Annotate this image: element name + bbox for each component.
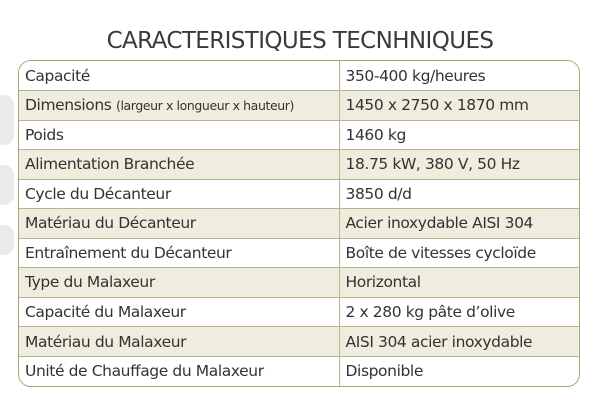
table-row (19, 91, 579, 121)
table-row (19, 238, 579, 268)
spec-value: 1450 x 2750 x 1870 mm (339, 91, 579, 121)
specs-table (18, 60, 580, 387)
spec-label-cell (19, 91, 339, 121)
table-row (19, 209, 579, 239)
spec-value: Horizontal (339, 268, 579, 298)
spec-label: Alimentation Branchée (19, 150, 339, 180)
spec-label: Dimensions (25, 96, 112, 115)
background-decoration (0, 225, 14, 255)
spec-label: Entraînement du Décanteur (19, 238, 339, 268)
table-row (19, 120, 579, 150)
table-row (19, 150, 579, 180)
background-decoration (0, 165, 14, 205)
spec-value: 3850 d/d (339, 179, 579, 209)
table-row (19, 327, 579, 357)
spec-value: Boîte de vitesses cycloïde (339, 238, 579, 268)
spec-label-note: (largeur x longueur x hauteur) (116, 98, 294, 114)
table-row (19, 297, 579, 327)
spec-value: Disponible (339, 356, 579, 386)
background-decoration (0, 95, 14, 145)
table-row (19, 179, 579, 209)
spec-label: Capacité (19, 61, 339, 91)
spec-value: AISI 304 acier inoxydable (339, 327, 579, 357)
spec-value: Acier inoxydable AISI 304 (339, 209, 579, 239)
spec-label: Matériau du Malaxeur (19, 327, 339, 357)
spec-label: Unité de Chauffage du Malaxeur (19, 356, 339, 386)
spec-label: Type du Malaxeur (19, 268, 339, 298)
spec-value: 1460 kg (339, 120, 579, 150)
table-row (19, 61, 579, 91)
spec-label: Matériau du Décanteur (19, 209, 339, 239)
page-title: CARACTERISTIQUES TECNHNIQUES (106, 28, 494, 54)
table-row (19, 268, 579, 298)
spec-value: 2 x 280 kg pâte d’olive (339, 297, 579, 327)
table-row (19, 356, 579, 386)
spec-label: Cycle du Décanteur (19, 179, 339, 209)
spec-value: 18.75 kW, 380 V, 50 Hz (339, 150, 579, 180)
spec-label: Poids (19, 120, 339, 150)
spec-value: 350-400 kg/heures (339, 61, 579, 91)
spec-label: Capacité du Malaxeur (19, 297, 339, 327)
